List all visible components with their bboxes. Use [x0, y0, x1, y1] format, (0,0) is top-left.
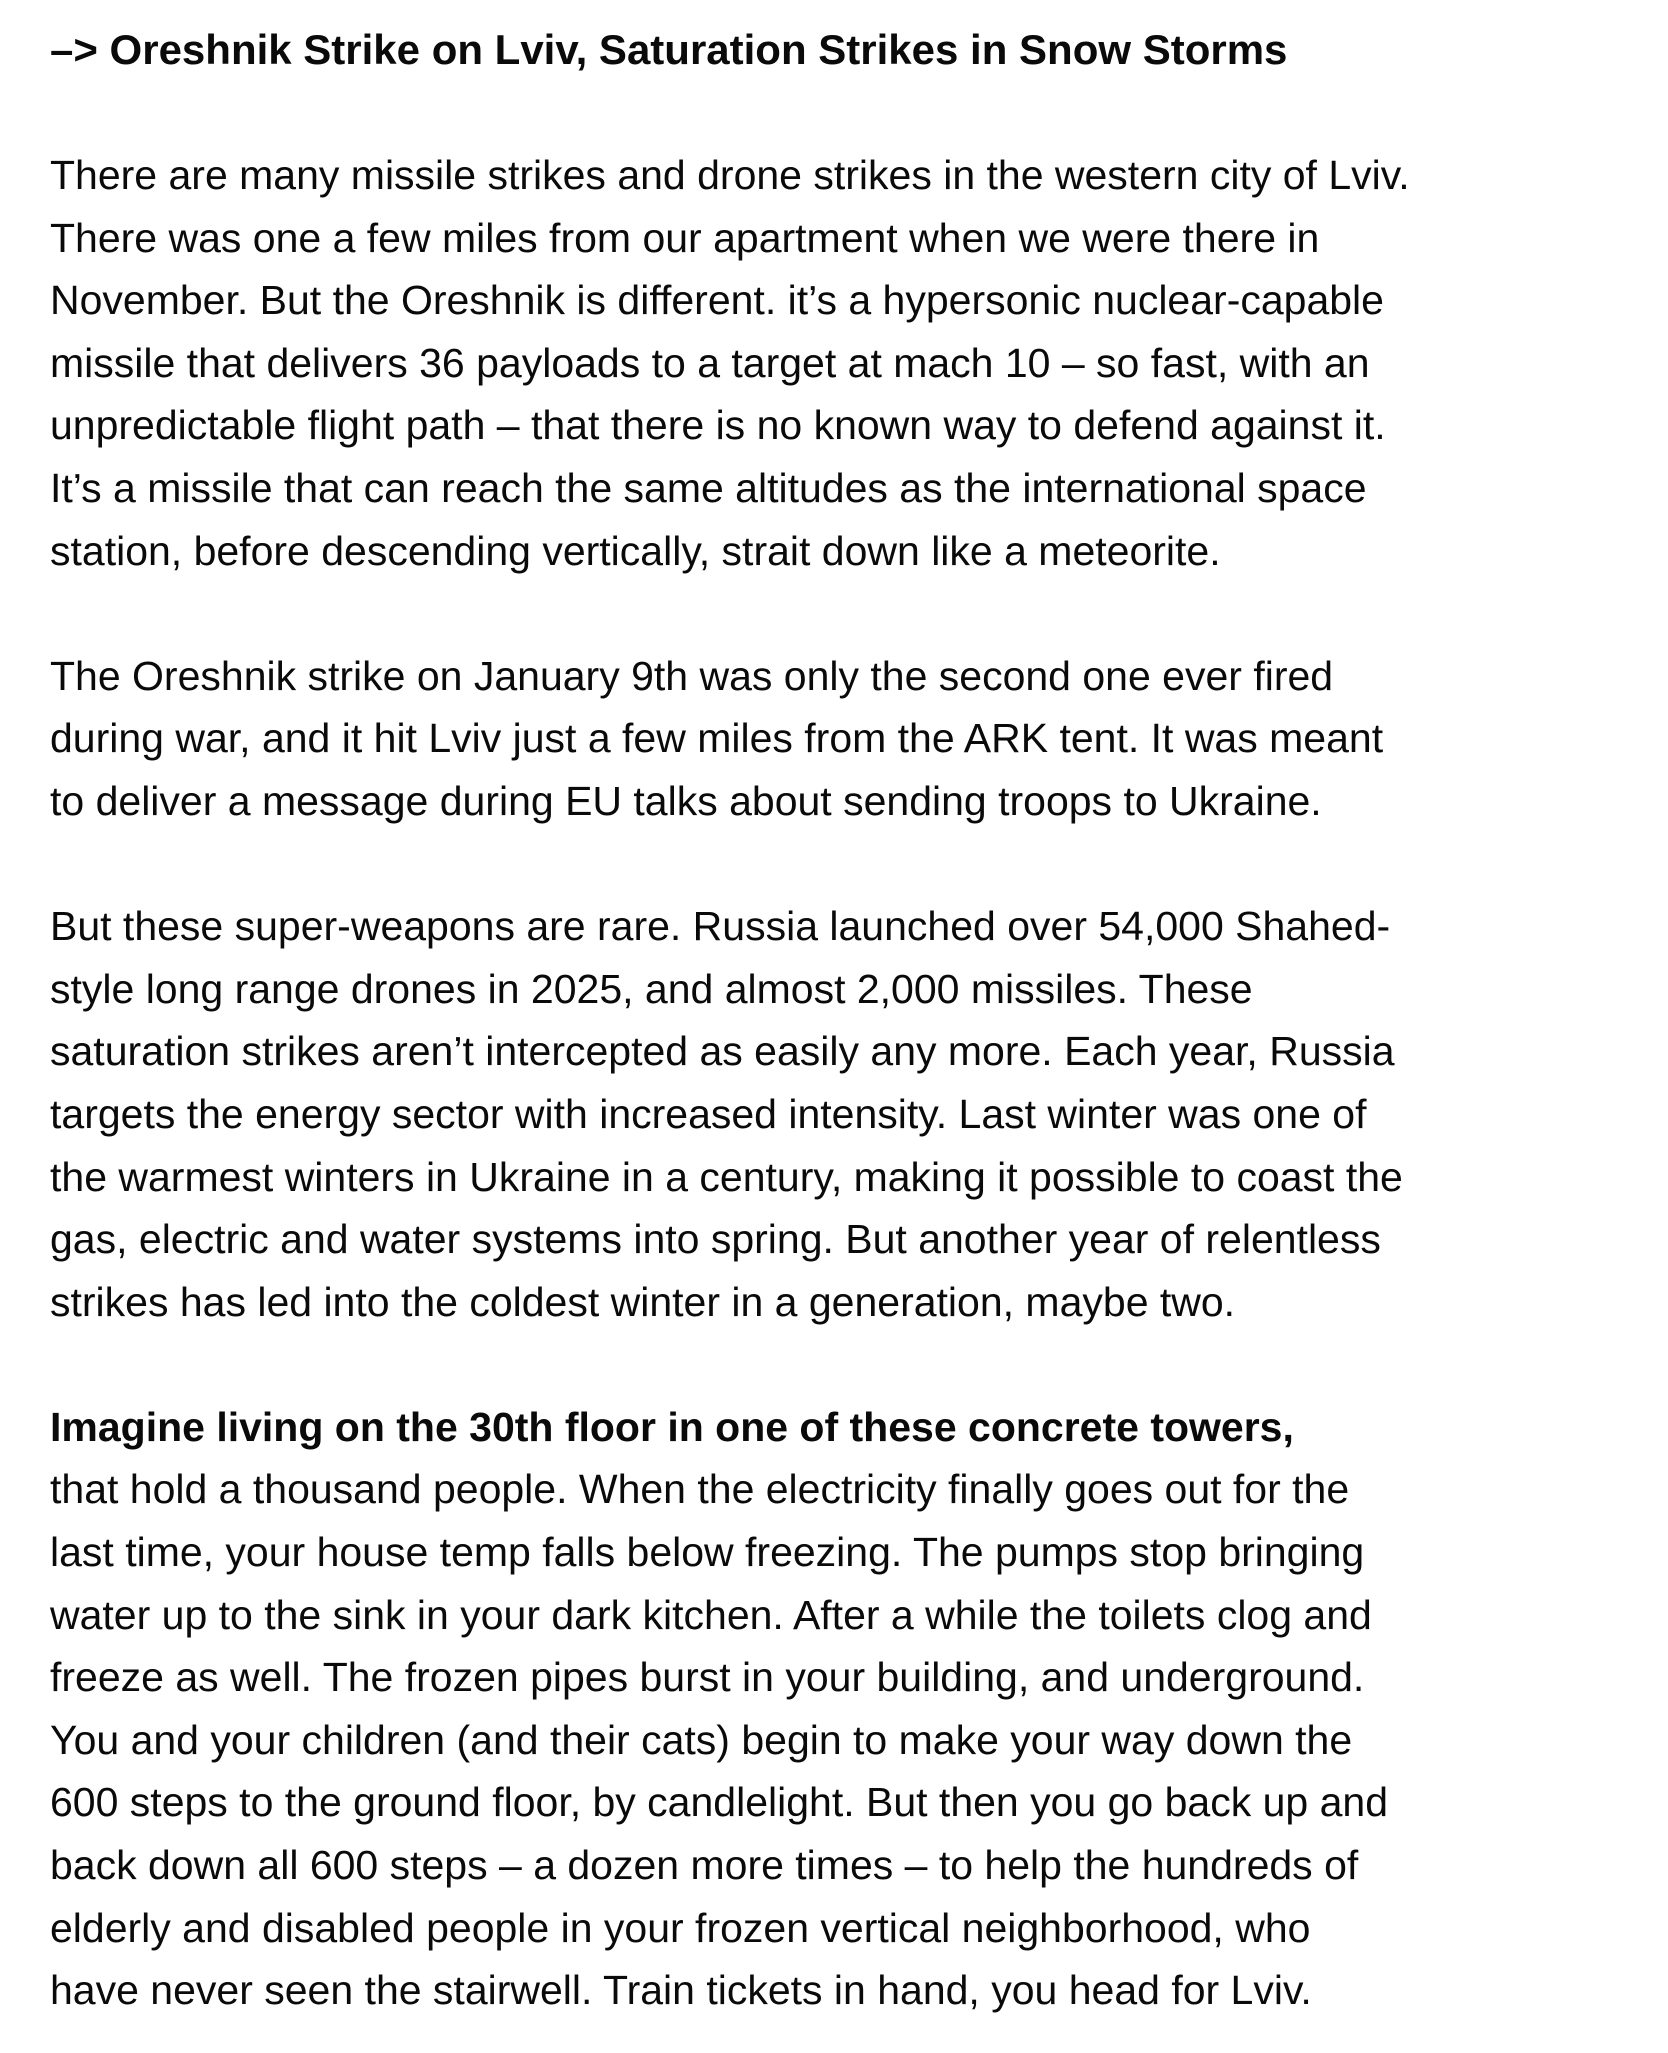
text-line: gas, electric and water systems into spring. But another year of relentless [50, 1216, 1381, 1263]
text-line: missile that delivers 36 payloads to a target at mach 10 – so fast, with an [50, 339, 1370, 386]
paragraph-spacer [50, 582, 1630, 645]
text-line: strikes has led into the coldest winter in a generation, maybe two. [50, 1278, 1236, 1325]
text-line: water up to the sink in your dark kitchen. After a while the toilets clog and [50, 1591, 1372, 1638]
text-line: 600 steps to the ground floor, by candlelight. But then you go back up and [50, 1779, 1389, 1826]
paragraph-spacer [50, 833, 1630, 896]
text-line: have never seen the stairwell. Train tickets in hand, you head for Lviv. [50, 1967, 1312, 2014]
text-line: But these super-weapons are rare. Russia launched over 54,000 Shahed- [50, 903, 1391, 950]
paragraph-january-strike [50, 645, 1630, 833]
text-line: that hold a thousand people. When the electricity finally goes out for the [50, 1466, 1350, 1513]
text-line: There are many missile strikes and drone strikes in the western city of Lviv. [50, 152, 1410, 198]
text-line: back down all 600 steps – a dozen more times – to help the hundreds of [50, 1842, 1359, 1889]
section-heading: –> Oreshnik Strike on Lviv, Saturation Strikes in Snow Storms [50, 26, 1288, 73]
paragraph-oreshnik-intro [50, 144, 1630, 582]
text-line: the warmest winters in Ukraine in a century, making it possible to coast the [50, 1153, 1403, 1200]
text-line: to deliver a message during EU talks about sending troops to Ukraine. [50, 777, 1322, 824]
text-line: The Oreshnik strike on January 9th was only the second one ever fired [50, 652, 1334, 699]
paragraph-spacer [50, 1333, 1630, 1396]
text-line: last time, your house temp falls below freezing. The pumps stop bringing [50, 1529, 1365, 1576]
text-line: style long range drones in 2025, and almost 2,000 missiles. These [50, 965, 1253, 1012]
text-line: station, before descending vertically, strait down like a meteorite. [50, 527, 1221, 574]
text-line: There was one a few miles from our apartment when we were there in [50, 214, 1320, 261]
text-line: You and your children (and their cats) begin to make your way down the [50, 1716, 1353, 1763]
text-line: freeze as well. The frozen pipes burst in your building, and underground. [50, 1654, 1365, 1701]
text-line: unpredictable flight path – that there is no known way to defend against it. [50, 402, 1386, 449]
text-line: saturation strikes aren’t intercepted as easily any more. Each year, Russia [50, 1028, 1395, 1075]
text-line: elderly and disabled people in your frozen vertical neighborhood, who [50, 1904, 1311, 1951]
text-line: targets the energy sector with increased intensity. Last winter was one of [50, 1090, 1367, 1137]
text-line: It’s a missile that can reach the same altitudes as the international space [50, 464, 1367, 511]
text-line: November. But the Oreshnik is different. it’s a hypersonic nuclear-capable [50, 277, 1384, 324]
paragraph-saturation-strikes [50, 895, 1630, 1333]
paragraph-imagine-living [50, 1396, 1630, 2022]
article [50, 0, 1630, 2022]
text-line: during war, and it hit Lviv just a few miles from the ARK tent. It was meant [50, 715, 1384, 762]
bold-lead-line: Imagine living on the 30th floor in one of these concrete towers, [50, 1403, 1294, 1450]
